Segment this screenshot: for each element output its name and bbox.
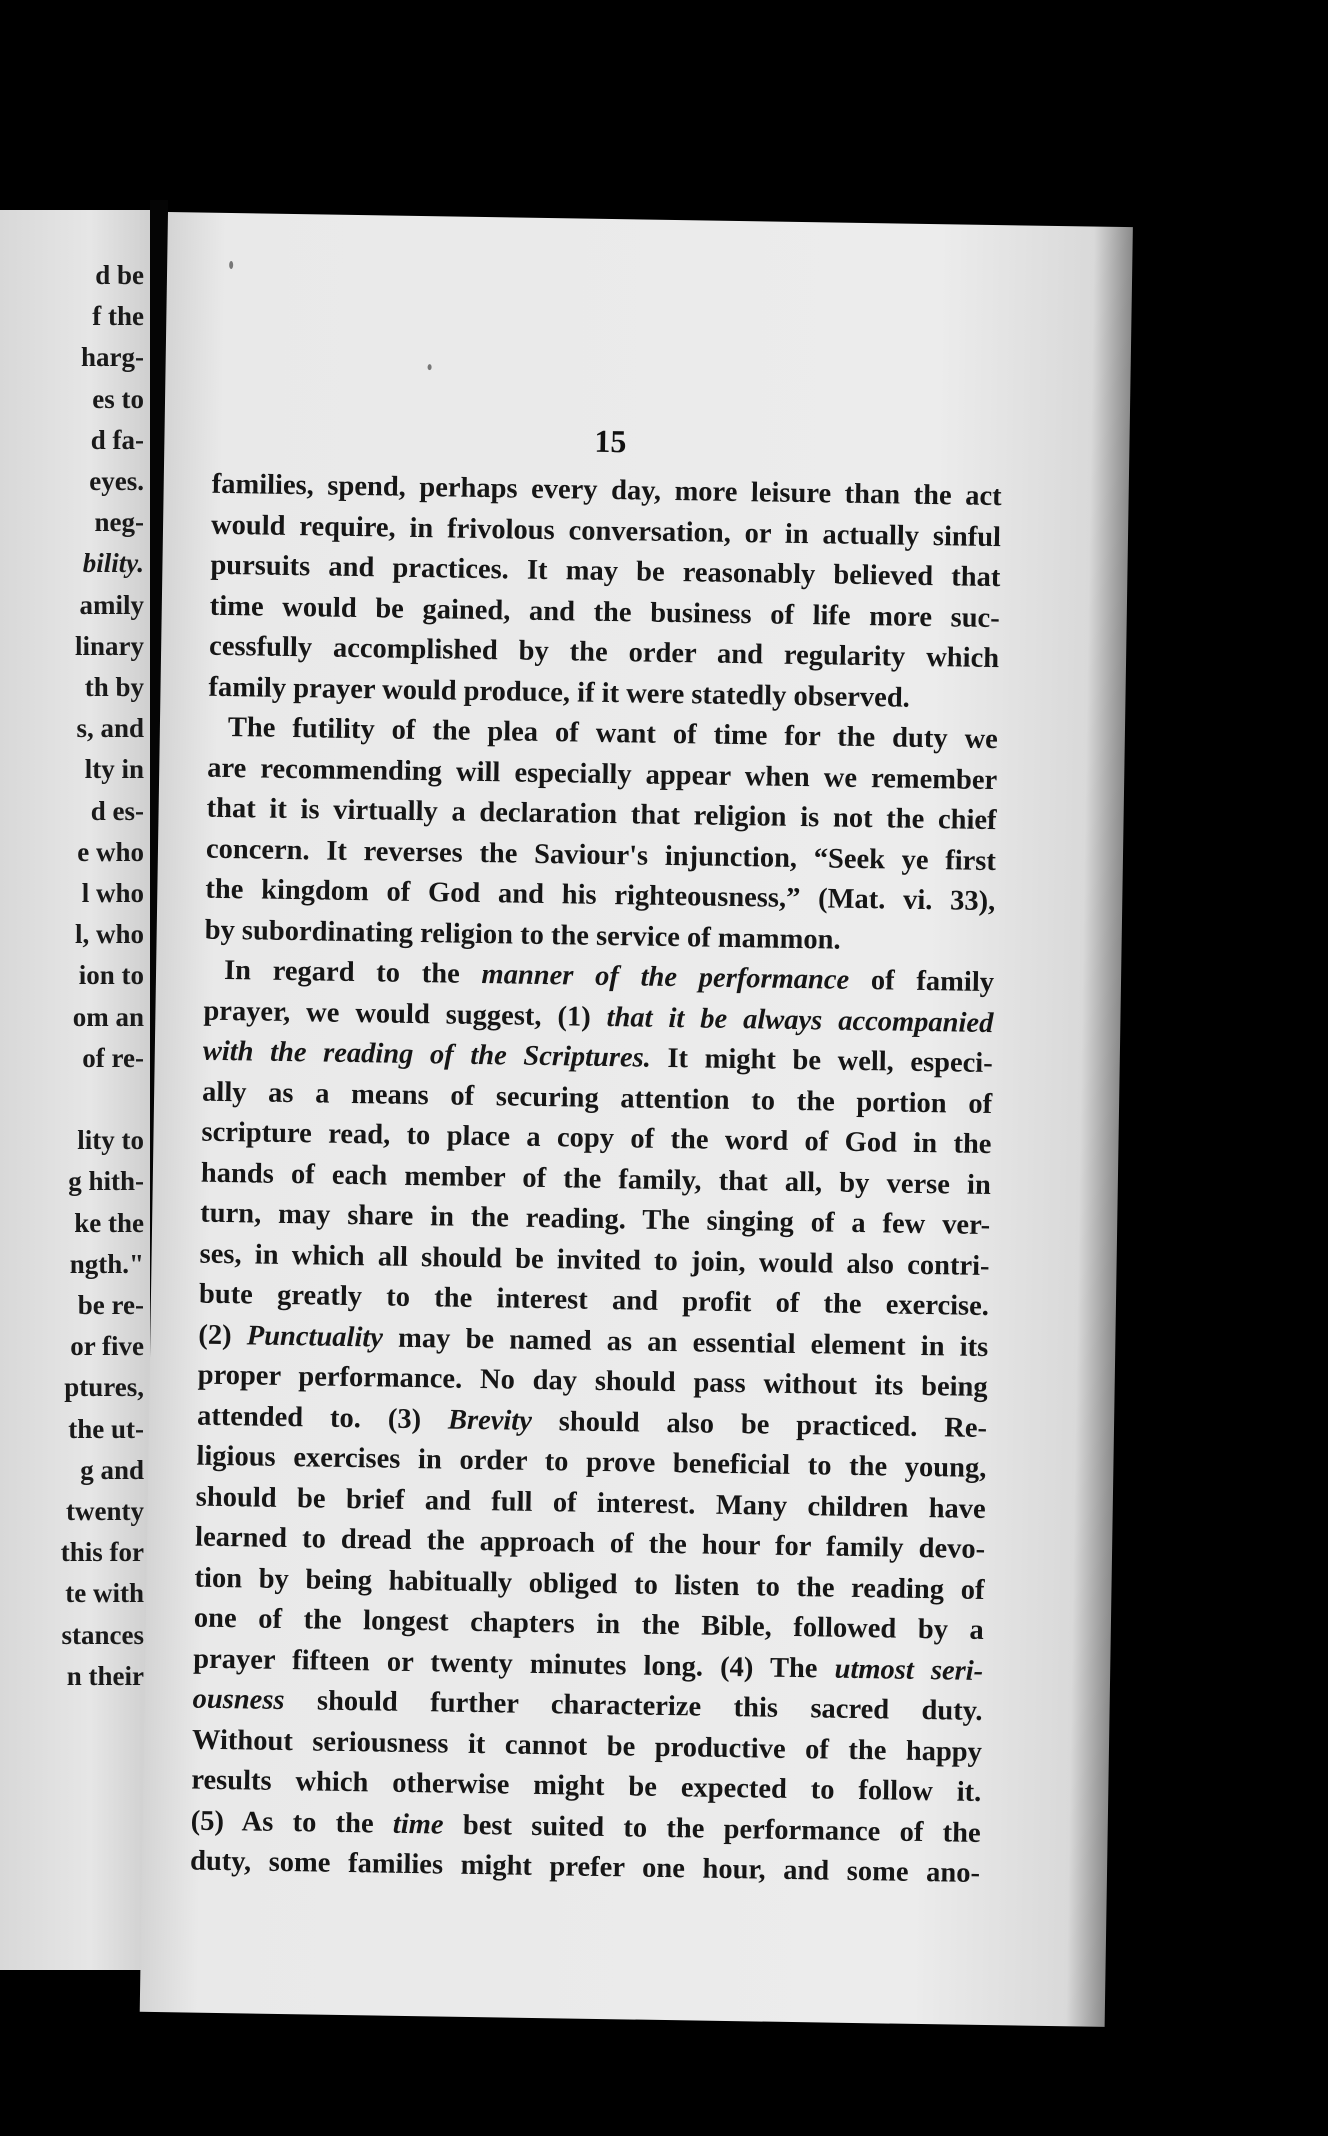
text-run: duty, some families might prefer one hour, and some ano- xyxy=(189,1845,981,1889)
text-run: pursuits and practices. It may be reasonably believed that xyxy=(210,549,1001,594)
left-page-line: eyes. xyxy=(89,466,144,496)
body-text xyxy=(190,465,1002,1895)
left-page-line: g and xyxy=(80,1454,144,1485)
text-run: would require, in frivolous conversation, or in actually sinful xyxy=(210,509,1002,553)
left-page-line: twenty xyxy=(66,1496,144,1526)
left-page-line: te with xyxy=(65,1578,144,1609)
text-run: one of the longest chapters in the Bible, followed by a xyxy=(193,1602,985,1646)
left-page-line: f the xyxy=(92,301,144,332)
text-run: turn, may share in the reading. The singing of a few ver- xyxy=(200,1197,991,1242)
left-page-line: d es- xyxy=(90,795,144,826)
italic-phrase: ousness xyxy=(192,1683,285,1717)
left-page-line: l, who xyxy=(74,919,144,950)
left-page-line: om an xyxy=(72,1001,144,1032)
italic-phrase: utmost seri- xyxy=(834,1653,984,1687)
left-page-line: this for xyxy=(60,1537,144,1568)
italic-phrase: Brevity xyxy=(447,1404,533,1437)
italic-phrase: that it be always accompanied xyxy=(606,1001,994,1039)
text-run: proper performance. No day should pass without its being xyxy=(197,1359,988,1404)
text-run: tion by being habitually obliged to listen to the reading of xyxy=(194,1562,985,1606)
italic-phrase: with the reading of the Scriptures. xyxy=(202,1035,652,1074)
text-run: should also be practiced. Re- xyxy=(531,1405,988,1444)
text-run: by subordinating religion to the service of mammon. xyxy=(204,914,841,956)
left-page-line: ke the xyxy=(74,1207,144,1238)
text-run: may be named as an essential element in its xyxy=(382,1322,989,1363)
left-page-line: s, and xyxy=(76,713,144,744)
text-run: of family xyxy=(848,964,995,999)
paper-speck xyxy=(428,364,432,370)
left-page-line: d be xyxy=(95,260,144,290)
left-page-line: of re- xyxy=(82,1042,144,1073)
left-page-line: bility. xyxy=(82,548,144,579)
left-page-line: lty in xyxy=(84,754,144,785)
italic-phrase: Punctuality xyxy=(246,1319,384,1354)
left-page-line: harg- xyxy=(81,342,144,373)
left-page-line: d fa- xyxy=(90,424,144,455)
text-run: prayer, we would suggest, (1) xyxy=(203,995,607,1033)
text-run: concern. It reverses the Saviour's injunction, “Seek ye first xyxy=(205,833,997,877)
left-page-line: e who xyxy=(77,836,144,867)
text-run: that it is virtually a declaration that religion is not the chief xyxy=(206,792,997,837)
left-page-line: ptures, xyxy=(64,1372,144,1403)
text-run: The futility of the plea of want of time for the duty we xyxy=(227,712,999,756)
left-page-line: ion to xyxy=(78,960,144,991)
italic-phrase: time xyxy=(392,1808,444,1841)
text-run: prayer fifteen or twenty minutes long. (4) The xyxy=(193,1643,835,1685)
text-run: It might be well, especi- xyxy=(650,1042,993,1080)
text-run: learned to dread the approach of the hour for family devo- xyxy=(194,1521,986,1565)
text-run: best suited to the performance of the xyxy=(443,1809,981,1849)
left-page-line: amily xyxy=(79,589,144,620)
left-page-line: th by xyxy=(84,672,144,702)
left-page-line: or five xyxy=(70,1331,144,1362)
text-run: In regard to the xyxy=(223,954,482,991)
text-run: should further characterize this sacred duty. xyxy=(284,1685,983,1727)
text-run: ses, in which all should be invited to join, would also contri- xyxy=(199,1238,990,1282)
text-run: time would be gained, and the business of life more suc- xyxy=(209,590,1000,634)
text-run: scripture read, to place a copy of the word of God in the xyxy=(201,1116,992,1161)
left-page-line: es to xyxy=(92,383,144,414)
text-run: the kingdom of God and his righteousness,” (Mat. vi. 33), xyxy=(205,873,996,918)
left-page-line: be re- xyxy=(77,1290,144,1320)
text-run: should be brief and full of interest. Many children have xyxy=(195,1481,986,1525)
text-run: hands of each member of the family, that all, by verse in xyxy=(200,1157,992,1201)
right-page xyxy=(140,212,1133,2027)
left-page-line: lity to xyxy=(77,1125,144,1156)
page-number: 15 xyxy=(594,422,627,460)
left-page-line: n their xyxy=(66,1660,144,1691)
italic-phrase: manner of the performance xyxy=(481,959,850,996)
left-page-line: neg- xyxy=(94,507,144,538)
text-run: bute greatly to the interest and profit of the exercise. xyxy=(198,1278,990,1323)
text-run: attended to. (3) xyxy=(196,1400,449,1436)
text-run: are recommending will especially appear when we remember xyxy=(207,752,998,796)
left-page-line: l who xyxy=(81,878,144,908)
left-page-fragment xyxy=(0,210,150,1970)
text-run: cessfully accomplished by the order and regularity which xyxy=(208,630,1000,675)
text-run: (5) As to the xyxy=(190,1805,394,1840)
left-page-line: g hith- xyxy=(68,1166,144,1197)
left-page-line: ngth." xyxy=(69,1248,144,1279)
text-run: families, spend, perhaps every day, more leisure than the act xyxy=(211,468,1002,513)
left-page-line: linary xyxy=(74,630,144,661)
paper-speck xyxy=(229,261,233,269)
text-run: Without seriousness it cannot be productive of the happy xyxy=(191,1724,983,1768)
text-run: ligious exercises in order to prove beneficial to the young, xyxy=(196,1440,987,1485)
text-run: results which otherwise might be expected to follow it. xyxy=(191,1764,982,1808)
left-page-line: stances xyxy=(61,1619,144,1650)
text-run: ally as a means of securing attention to the portion of xyxy=(201,1076,993,1120)
text-run: family prayer would produce, if it were statedly observed. xyxy=(208,671,911,714)
left-page-line: the ut- xyxy=(68,1413,144,1444)
text-run: (2) xyxy=(198,1319,248,1351)
